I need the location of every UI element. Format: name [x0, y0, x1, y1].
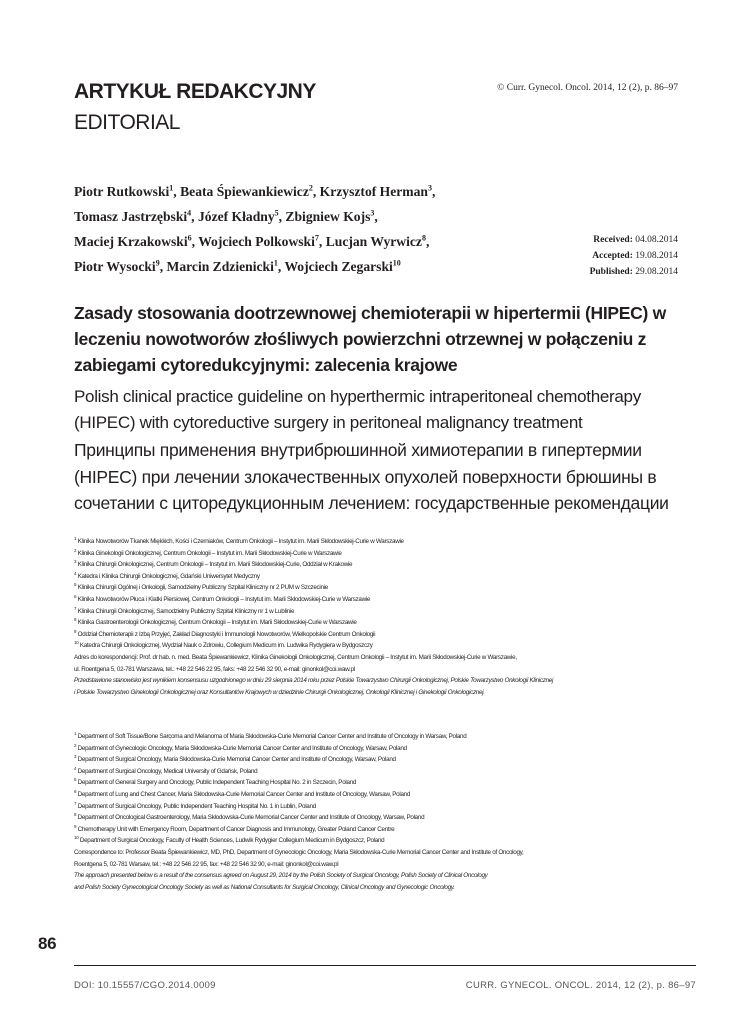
author: [74, 209, 191, 224]
author-name: Marcin Zdzienicki: [166, 259, 274, 274]
affiliation-number: 10: [74, 835, 79, 841]
author-list: Piotr Rutkowski$^1$, Beata Śpiewankiewicz$^2$, Krzysztof Herman$^3$, Tomasz Jastrzębski$^4$, Józef Kładny$^5$, Zbigniew Kojs$^3$, Maciej Krzakowski$^6$, Wojciech Polkowski$^7$, Lucjan Wyrwicz$^8$, Piotr Wysocki$^9$, Marcin Zdzienicki$^1$, Wojciech Zegarski$^{10}$: [74, 183, 436, 274]
author-name: Tomasz Jastrzębski: [74, 209, 188, 224]
author-name: Józef Kładny: [197, 209, 275, 224]
consensus-note-line: The approach presented below is a result of the consensus agreed on August 29, 2014 by the Polish Society of Surgical Oncology, Polish Society of Clinical Oncology: [74, 872, 488, 880]
section-label-polish: ARTYKUŁ REDAKCYJNY: [74, 80, 316, 103]
affiliation-text: Klinika Chirurgii Onkologicznej, Samodzielny Publiczny Szpital Kliniczny nr 1 w Lublinie: [76, 607, 295, 615]
affiliation-number: 5: [74, 582, 77, 588]
author: [284, 259, 400, 274]
author-name: Krzysztof Herman: [319, 184, 428, 199]
author-name: Wojciech Polkowski: [198, 234, 315, 249]
received-date: 04.08.2014: [635, 235, 678, 245]
affiliation-number: 1: [74, 535, 77, 541]
author: [74, 184, 173, 199]
affiliation-item: [74, 801, 714, 813]
author-affiliation-marker: 6: [187, 233, 192, 243]
footer-divider: [74, 965, 696, 966]
author-affiliation-marker: 5: [274, 208, 279, 218]
affiliation-item: [74, 731, 714, 743]
author-affiliation-marker: 7: [314, 233, 319, 243]
affiliation-item: [74, 640, 714, 652]
correspondence-line: Adres do korespondencji: Prof. dr hab. n. med. Beata Śpiewankiewicz, Klinika Ginekologii Onkologicznej, Centrum Onkologii – Instytut im. Marii Skłodowskiej-Curie w Warszawie,: [74, 653, 517, 661]
affiliation-item: [74, 789, 714, 801]
correspondence-line: ul. Roentgena 5, 02-781 Warszawa, tel.: +48 22 546 22 95, faks: +48 22 546 32 90, e-mail: ginonkol@coi.waw.pl: [74, 665, 355, 673]
correspondence-line: Roentgena 5, 02-781 Warsaw, tel.: +48 22 546 22 95, fax: +48 22 546 32 90, e-mail: ginonkol@coi.waw.pl: [74, 860, 339, 868]
doi-label: DOI: 10.15557/CGO.2014.0009: [74, 980, 216, 991]
consensus-note-line: Przedstawione stanowisko jest wynikiem konsensusu uzgodnionego w dniu 29 sierpnia 2014 roku przez Polskie Towarzystwo Chirurgii Onkologicznej, Polskie Towarzystwo Onkologii Klinicznej: [74, 677, 554, 685]
author-affiliation-marker: 1: [169, 183, 174, 193]
affiliation-item: [74, 594, 714, 606]
author: [74, 259, 160, 274]
affiliation-item: [74, 571, 714, 583]
author-affiliation-marker: 3: [428, 183, 432, 193]
affiliation-text: Department of Surgical Oncology, Faculty of Health Sciences, Ludwik Rydygier Collegium Medicum in Bydgoszcz, Poland: [78, 837, 385, 845]
affiliation-item: [74, 559, 714, 571]
author: [198, 209, 279, 224]
author: [320, 184, 432, 199]
title-polish: Zasady stosowania dootrzewnowej chemioterapii w hipertermii (HIPEC) w leczeniu nowotworów złośliwych powierzchni otrzewnej w połączeniu z zabiegami cytoredukcyjnymi: zalecenia krajowe: [74, 303, 666, 375]
affiliation-text: Oddział Chemioterapii z Izbą Przyjęć, Zakład Diagnostyki i Immunologii Nowotworów, Wielkopolskie Centrum Onkologii: [76, 630, 376, 638]
affiliation-number: 8: [74, 812, 77, 818]
affiliation-text: Department of Soft Tissue/Bone Sarcoma and Melanoma of Maria Skłodowska-Curie Memorial Cancer Center and Institute of Oncology in Warsaw, Poland: [76, 733, 467, 740]
title-english: Polish clinical practice guideline on hyperthermic intraperitoneal chemotherapy (HIPEC) with cytoreductive surgery in peritoneal malignancy treatment: [74, 387, 641, 432]
author-name: Piotr Rutkowski: [74, 184, 170, 199]
affiliation-item: [74, 629, 714, 641]
author-affiliation-marker: 9: [155, 258, 160, 268]
affiliation-number: 10: [74, 640, 79, 646]
consensus-note-line: i Polskie Towarzystwo Ginekologii Onkologicznej oraz Konsultantów Krajowych w dziedzinie Chirurgii Onkologicznej, Onkologii Klinicznej i Ginekologii Onkologicznej.: [74, 688, 485, 696]
affiliation-number: 3: [74, 559, 77, 565]
author-affiliation-marker: 4: [187, 208, 192, 218]
affiliation-item: [74, 835, 714, 847]
affiliation-text: Department of Gynecologic Oncology, Maria Skłodowska-Curie Memorial Cancer Center and Institute of Oncology, Warsaw, Poland: [76, 744, 407, 752]
title-russian: Принципы применения внутрибрюшинной химиотерапии в гипертермии (HIPEC) при лечении злокачественных опухолей поверхности брюшины в сочетании с циторедукционным лечением: государственные рекомендации: [74, 440, 669, 513]
affiliation-text: Klinika Chirurgii Onkologicznej, Centrum Onkologii – Instytut im. Marii Skłodowskiej-Curie, Oddział w Krakowie: [76, 561, 353, 569]
affiliation-number: 4: [74, 765, 77, 771]
affiliation-number: 6: [74, 788, 77, 794]
affiliation-item: [74, 582, 714, 594]
author-name: Wojciech Zegarski: [284, 259, 393, 274]
page-number: 86: [38, 934, 57, 953]
affiliation-text: Department of General Surgery and Oncology, Public Independent Teaching Hospital No. 2 in Szczecin, Poland: [76, 779, 357, 787]
accepted-date: 19.08.2014: [635, 251, 678, 261]
affiliation-number: 4: [74, 570, 77, 576]
affiliation-text: Klinika Ginekologii Onkologicznej, Centrum Onkologii – Instytut im. Marii Skłodowskiej-Curie w Warszawie: [76, 549, 342, 557]
author-name: Maciej Krzakowski: [74, 234, 188, 249]
affiliation-text: Department of Surgical Oncology, Maria Skłodowska-Curie Memorial Cancer Center and Institute of Oncology, Warsaw, Poland: [76, 756, 396, 764]
author: [285, 209, 374, 224]
accepted-label: Accepted:: [592, 251, 633, 261]
affiliation-item: [74, 812, 714, 824]
affiliation-number: 2: [74, 547, 77, 553]
author-affiliation-marker: 1: [273, 258, 278, 268]
author: [74, 234, 192, 249]
affiliation-number: 6: [74, 593, 77, 599]
affiliation-item: [74, 548, 714, 560]
affiliation-text: Department of Surgical Oncology, Public Independent Teaching Hospital No. 1 in Lublin, Poland: [76, 802, 316, 810]
affiliation-item: [74, 617, 714, 629]
affiliation-text: Chemotherapy Unit with Emergency Room, Department of Cancer Diagnosis and Immunology, Greater Poland Cancer Centre: [76, 825, 395, 833]
affiliation-text: Klinika Chirurgii Ogólnej i Onkologii, Samodzielny Publiczny Szpital Kliniczny nr 2 PUM w Szczecinie: [76, 584, 328, 592]
affiliation-number: 3: [74, 754, 77, 760]
affiliation-number: 5: [74, 777, 77, 783]
affiliation-number: 2: [74, 742, 77, 748]
author-name: Beata Śpiewankiewicz: [180, 184, 309, 199]
affiliation-text: Katedra Chirurgii Onkologicznej, Wydział Nauk o Zdrowiu, Collegium Medicum im. Ludwika Rydygiera w Bydgoszczy: [78, 642, 373, 650]
author-name: Zbigniew Kojs: [285, 209, 371, 224]
author-affiliation-marker: 10: [392, 258, 401, 268]
affiliation-text: Department of Surgical Oncology, Medical University of Gdańsk, Poland: [76, 767, 258, 775]
affiliation-number: 7: [74, 800, 77, 806]
running-citation: CURR. GYNECOL. ONCOL. 2014, 12 (2), p. 86–97: [465, 980, 696, 991]
affiliation-number: 9: [74, 823, 77, 829]
affiliation-text: Department of Oncological Gastroenterology, Maria Skłodowska-Curie Memorial Cancer Center and Institute of Oncology, Warsaw, Poland: [76, 814, 425, 822]
affiliation-item: [74, 777, 714, 789]
author: [326, 234, 426, 249]
affiliation-number: 1: [74, 730, 77, 736]
affiliation-text: Klinika Nowotworów Płuca i Klatki Piersiowej, Centrum Onkologii – Instytut im. Marii Skłodowskiej-Curie w Warszawie: [76, 595, 371, 603]
author: [198, 234, 319, 249]
affiliation-item: [74, 766, 714, 778]
affiliation-item: [74, 754, 714, 766]
affiliation-text: Klinika Nowotworów Tkanek Miękkich, Kości i Czerniaków, Centrum Onkologii – Instytut im. Marii Skłodowskiej-Curie w Warszawie: [76, 538, 404, 545]
affiliations-english: [74, 731, 714, 893]
author-affiliation-marker: 8: [421, 233, 426, 243]
affiliation-item: [74, 824, 714, 836]
correspondence-line: Correspondence to: Professor Beata Śpiewankiewicz, MD, PhD, Department of Gynecologic Oncology, Maria Skłodowska-Curie Memorial Cancer Center and Institute of Oncology,: [74, 848, 524, 856]
affiliation-number: 7: [74, 605, 77, 611]
affiliation-number: 8: [74, 617, 77, 623]
published-label: Published:: [589, 267, 633, 277]
affiliation-item: [74, 743, 714, 755]
received-label: Received:: [593, 235, 633, 245]
section-label-english: EDITORIAL: [74, 111, 180, 134]
author: [180, 184, 313, 199]
journal-citation: © Curr. Gynecol. Oncol. 2014, 12 (2), p. 86–97: [497, 83, 678, 93]
author-affiliation-marker: 2: [308, 183, 313, 193]
affiliation-text: Katedra i Klinika Chirurgii Onkologicznej, Gdański Uniwersytet Medyczny: [76, 572, 260, 580]
author: [167, 259, 278, 274]
affiliation-number: 9: [74, 628, 77, 634]
affiliation-text: Klinika Gastroenterologii Onkologicznej, Centrum Onkologii – Instytut im. Marii Skłodowskiej-Curie w Warszawie: [76, 619, 357, 627]
affiliation-item: [74, 606, 714, 618]
author-name: Lucjan Wyrwicz: [325, 234, 422, 249]
author-affiliation-marker: 3: [370, 208, 375, 218]
affiliation-item: [74, 536, 714, 548]
author-name: Piotr Wysocki: [74, 259, 156, 274]
article-dates: [590, 232, 678, 280]
consensus-note-line: and Polish Society Gynecological Oncology Society as well as National Consultants for Surgical Oncology, Clinical Oncology and Gynecologic Oncology.: [74, 883, 455, 891]
published-date: 29.08.2014: [635, 267, 678, 277]
affiliations-polish: [74, 536, 714, 698]
affiliation-text: Department of Lung and Chest Cancer, Maria Skłodowska-Curie Memorial Cancer Center and Institute of Oncology, Warsaw, Poland: [76, 790, 411, 798]
